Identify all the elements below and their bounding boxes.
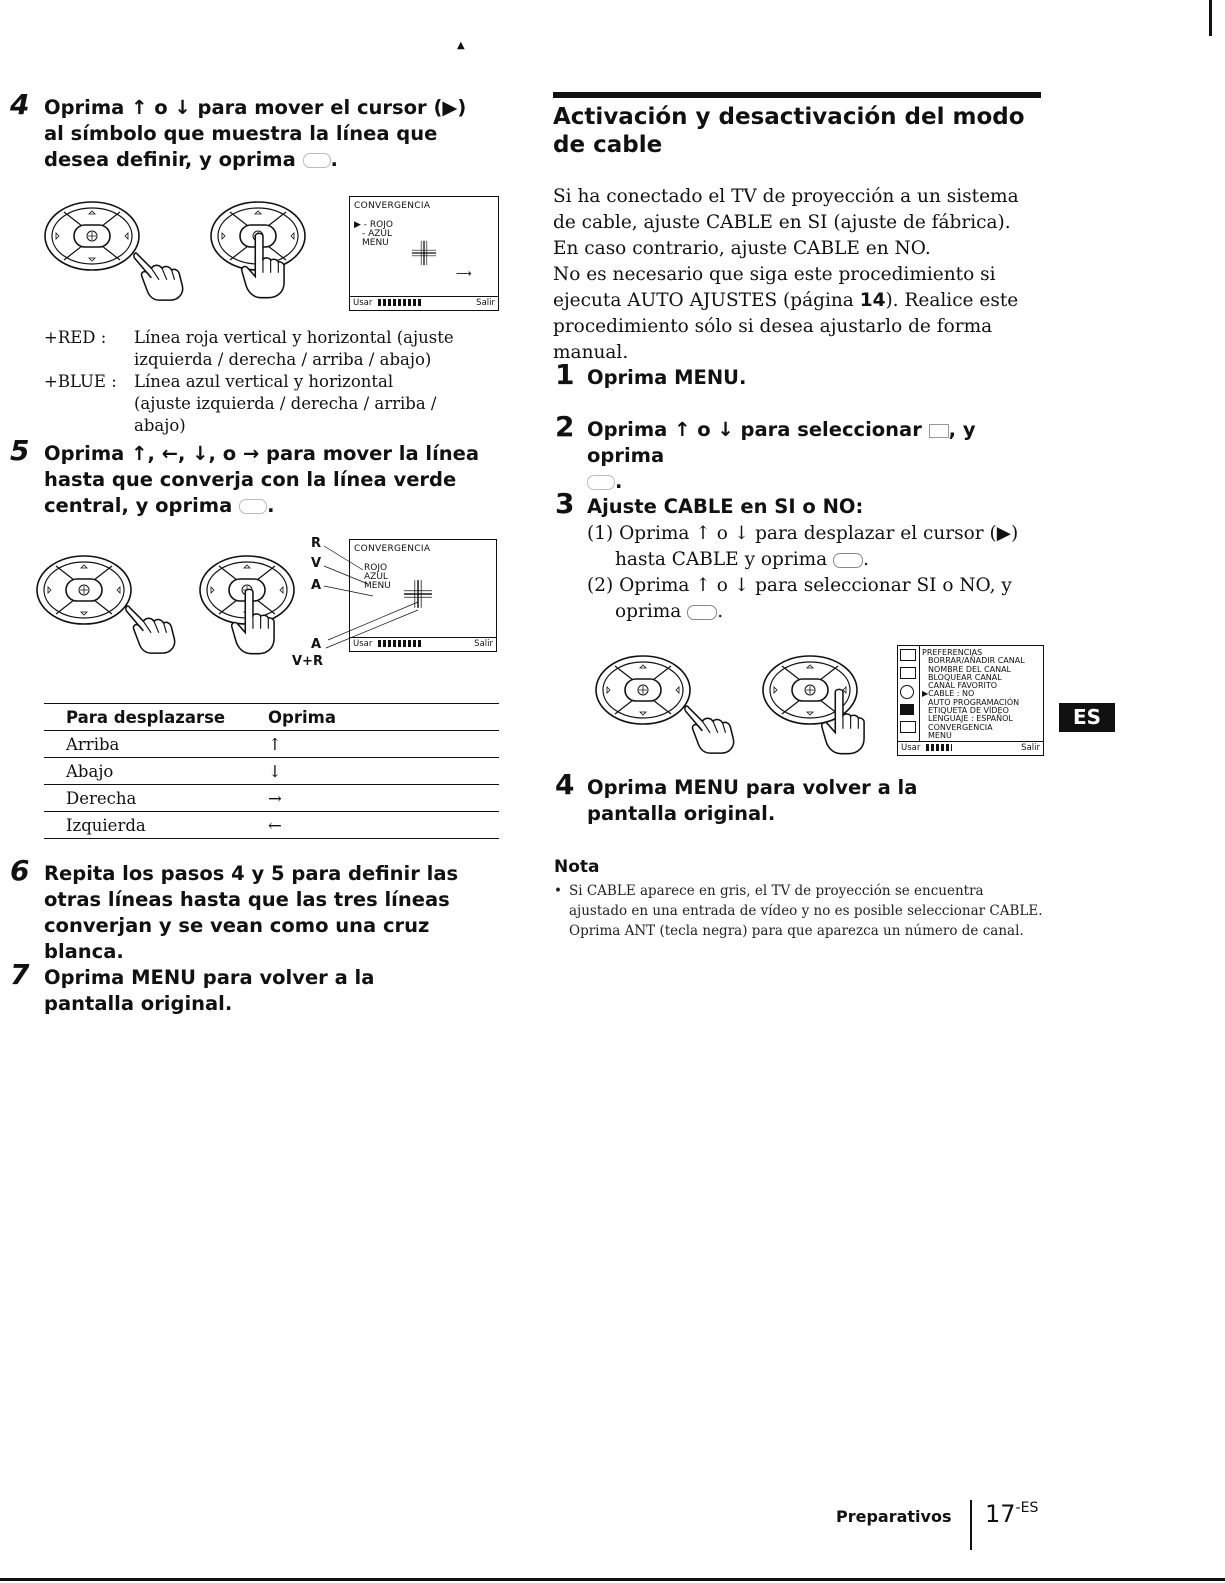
step-tail: . xyxy=(267,494,275,517)
intro-text: ). Realice este procedimiento sólo si desea ajustarlo de forma manual. xyxy=(553,290,1019,363)
osd-item: BORRAR/AÑADIR CANAL xyxy=(928,656,1025,666)
note-title: Nota xyxy=(554,857,600,877)
table-row xyxy=(44,812,499,839)
step-number: 5 xyxy=(10,434,30,467)
step-instruction: Repita los pasos 4 y 5 para definir las otras líneas hasta que las tres líneas converjan y se vean como una cruz blanca. xyxy=(44,862,459,963)
table-cell-arrow: ↑ xyxy=(246,731,499,758)
step-tail: . xyxy=(717,601,724,622)
line-label-a: A xyxy=(311,578,322,593)
osd-footer xyxy=(350,296,498,310)
table-cell: Abajo xyxy=(44,758,246,785)
step-text: Oprima ↑ o ↓ para mover el cursor (▶) al símbolo que muestra la línea que desea definir, y oprima xyxy=(44,96,467,171)
osd-footer xyxy=(898,741,1043,755)
convergence-osd-screen xyxy=(349,196,499,311)
intro-paragraph: Si ha conectado el TV de proyección a un sistema de cable, ajuste CABLE en SI (ajuste de fábrica). En caso contrario, ajuste CABLE en NO. xyxy=(553,186,1019,259)
table-header: Para desplazarse xyxy=(44,704,246,731)
hand-pointing-icon xyxy=(124,598,182,656)
osd-item: AZUL xyxy=(364,572,388,582)
table-cell: Izquierda xyxy=(44,812,246,839)
osd-title: CONVERGENCIA xyxy=(354,201,431,211)
step-number: 4 xyxy=(555,768,575,801)
intro-paragraph xyxy=(553,262,1041,366)
step-instruction: Oprima MENU. xyxy=(587,366,747,389)
section-rule xyxy=(553,92,1041,98)
enter-button-icon xyxy=(833,553,863,568)
step-instruction: Ajuste CABLE en SI o NO: xyxy=(587,495,864,518)
hand-pointing-icon xyxy=(132,245,190,303)
table-cell-arrow: ↓ xyxy=(246,758,499,785)
step-instruction xyxy=(587,417,1037,495)
sub-step xyxy=(587,573,1065,625)
osd-item: ETIQUETA DE VÍDEO xyxy=(928,706,1009,716)
enter-button-icon xyxy=(587,475,615,490)
legend-value: Línea azul vertical y horizontal (ajuste izquierda / derecha / arriba / abajo) xyxy=(134,372,437,435)
page-number xyxy=(985,1500,1038,1528)
osd-item: AUTO PROGRAMACIÓN xyxy=(928,697,1020,707)
page-reference: 14 xyxy=(859,290,886,311)
table-cell: Derecha xyxy=(44,785,246,812)
line-label-a: A xyxy=(311,637,322,652)
enter-button-icon xyxy=(239,499,267,514)
page-suffix: -ES xyxy=(1015,1500,1039,1516)
step-text: Oprima ↑, ←, ↓, o → para mover la línea hasta que converja con la línea verde central, y oprima xyxy=(44,442,480,517)
sub-step-text: (2) Oprima ↑ o ↓ para seleccionar SI o NO, y oprima xyxy=(587,575,1012,622)
osd-foot-use: Usar xyxy=(353,639,373,649)
table-cell-arrow: ← xyxy=(246,812,499,839)
step-instruction: Oprima MENU para volver a la pantalla original. xyxy=(587,776,918,825)
osd-foot-use: Usar xyxy=(901,743,921,753)
table-header-row xyxy=(44,704,499,731)
hand-pressing-icon xyxy=(228,588,276,656)
osd-item: BLOQUEAR CANAL xyxy=(928,672,1002,682)
osd-foot-buttons-icon xyxy=(378,299,422,306)
hand-pressing-icon xyxy=(238,232,286,300)
osd-divider xyxy=(919,646,920,742)
table-row xyxy=(44,785,499,812)
remote-pad-icon xyxy=(593,652,693,732)
enter-button-icon xyxy=(303,153,331,168)
line-label-r: R xyxy=(311,536,322,551)
small-bullet-mark: ▲ xyxy=(457,40,465,51)
footer-section: Preparativos xyxy=(836,1507,952,1526)
osd-item: MENU xyxy=(362,238,389,248)
convergence-cross-icon xyxy=(410,239,438,267)
table-row xyxy=(44,758,499,785)
enter-button-icon xyxy=(687,605,717,620)
sub-step-text: (1) Oprima ↑ o ↓ para desplazar el cursor (▶) hasta CABLE y oprima xyxy=(587,523,1019,570)
legend-red xyxy=(44,327,454,371)
section-heading: Activación y desactivación del modo de cable xyxy=(553,104,1025,158)
step-text: , y oprima xyxy=(587,418,976,467)
menu-setup-icon xyxy=(900,704,914,715)
osd-item: CONVERGENCIA xyxy=(928,722,993,732)
osd-item: ROJO xyxy=(364,563,388,573)
osd-icon-column xyxy=(900,649,918,733)
line-label-v: V xyxy=(311,556,322,571)
menu-timer-icon xyxy=(900,685,914,699)
step-instruction xyxy=(44,441,484,519)
intro-text: No es necesario que siga este procedimiento si ejecuta AUTO AJUSTES (página xyxy=(553,264,996,311)
menu-music-icon xyxy=(900,667,916,679)
hand-pointing-icon xyxy=(683,698,741,756)
leader-lines xyxy=(318,540,431,655)
osd-title: CONVERGENCIA xyxy=(354,544,431,554)
direction-table xyxy=(44,703,499,839)
legend-key: +BLUE : xyxy=(44,372,117,391)
step-tail: . xyxy=(863,549,869,570)
step-number: 2 xyxy=(555,410,575,443)
setup-menu-osd-screen xyxy=(897,645,1044,756)
osd-item: MENU xyxy=(364,581,391,591)
remote-pad-icon xyxy=(34,552,134,632)
language-badge: ES xyxy=(1059,703,1115,732)
step-number: 3 xyxy=(555,487,575,520)
menu-tv-icon xyxy=(900,649,916,661)
osd-item-selected: ▶CABLE : NO xyxy=(922,689,975,699)
step-instruction: Oprima MENU para volver a la pantalla original. xyxy=(44,966,375,1015)
osd-item: LENGUAJE : ESPAÑOL xyxy=(928,714,1013,724)
legend-key: +RED : xyxy=(44,328,107,347)
note-text: Si CABLE aparece en gris, el TV de proyección se encuentra ajustado en una entrada de vídeo y no es posible seleccionar CABLE. Oprima ANT (tecla negra) para que aparezca un número de canal. xyxy=(569,883,1043,939)
osd-item: - AZUL xyxy=(362,229,393,239)
table-row xyxy=(44,731,499,758)
step-number: 4 xyxy=(10,88,30,121)
osd-item: MENU xyxy=(928,730,952,740)
setup-menu-icon xyxy=(929,424,949,438)
osd-foot-exit: Salir xyxy=(474,639,493,649)
step-tail: . xyxy=(330,148,338,171)
osd-item: CANAL FAVORITO xyxy=(928,681,998,691)
bullet-icon: • xyxy=(554,883,562,899)
step-tail: . xyxy=(615,470,623,493)
sub-step xyxy=(587,521,1065,573)
cursor-arrow-icon: ⟶ xyxy=(456,267,472,280)
osd-item: ▶ - ROJO xyxy=(354,220,393,230)
table-cell: Arriba xyxy=(44,731,246,758)
table-header: Oprima xyxy=(246,704,499,731)
osd-item: NOMBRE DEL CANAL xyxy=(928,664,1012,674)
note-body xyxy=(554,881,1044,941)
step-number: 1 xyxy=(555,358,575,391)
bottom-border xyxy=(0,1578,1225,1581)
step-text: Oprima ↑ o ↓ para seleccionar xyxy=(587,418,922,441)
menu-picture-icon xyxy=(900,721,916,733)
line-label-vr: V+R xyxy=(292,654,323,669)
remote-pad-icon xyxy=(42,198,142,278)
osd-foot-exit: Salir xyxy=(1021,743,1040,753)
step-number: 6 xyxy=(10,854,30,887)
page-number-value: 17 xyxy=(985,1500,1016,1528)
legend-blue xyxy=(44,371,454,437)
page-edge-mark xyxy=(1209,0,1212,36)
osd-foot-buttons-icon xyxy=(926,744,952,751)
table-cell-arrow: → xyxy=(246,785,499,812)
hand-pressing-icon xyxy=(818,688,866,756)
osd-item-list xyxy=(922,649,1025,740)
step-number: 7 xyxy=(10,958,30,991)
osd-foot-exit: Salir xyxy=(476,298,495,308)
footer-divider xyxy=(970,1500,972,1550)
osd-foot-use: Usar xyxy=(353,298,373,308)
legend-value: Línea roja vertical y horizontal (ajuste izquierda / derecha / arriba / abajo) xyxy=(134,328,454,369)
step-instruction xyxy=(44,95,484,173)
osd-item: PREFERENCIAS xyxy=(922,648,983,657)
